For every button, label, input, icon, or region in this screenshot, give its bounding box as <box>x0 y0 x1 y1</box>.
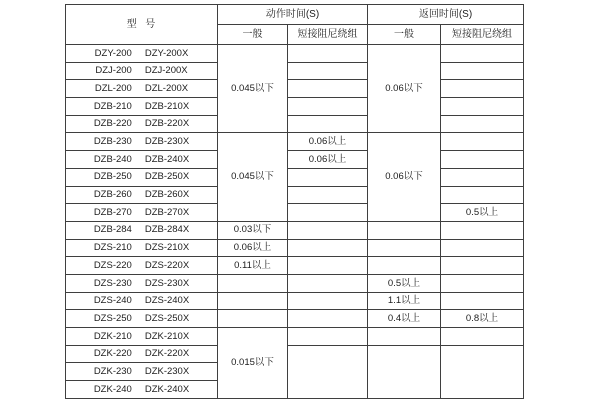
table-row <box>66 45 524 63</box>
action-general-cell <box>218 292 288 310</box>
return-damping-cell <box>441 151 524 169</box>
model-variant: DZB-284X <box>144 224 190 236</box>
table-row <box>66 328 524 346</box>
model-variant: DZY-200X <box>144 47 189 59</box>
action-damping-cell: 0.06以上 <box>288 151 368 169</box>
model-variant: DZK-240X <box>144 383 190 395</box>
model-variant: DZL-200X <box>144 82 189 94</box>
header-row-groups <box>66 5 524 25</box>
table-row <box>66 292 524 310</box>
table-row <box>66 204 524 222</box>
header-action-damping: 短接阻尼绕组 <box>288 25 368 45</box>
action-damping-cell <box>288 239 368 257</box>
model-pair <box>66 332 217 342</box>
action-general-cell <box>218 274 288 292</box>
model-pair <box>66 243 217 253</box>
return-general-cell: 0.4以上 <box>368 310 441 328</box>
return-general-cell: 0.5以上 <box>368 274 441 292</box>
model-cell <box>66 45 218 63</box>
model-pair <box>66 84 217 94</box>
model-variant: DZB-250X <box>144 171 190 183</box>
action-damping-cell <box>288 274 368 292</box>
table-row <box>66 151 524 169</box>
model-variant: DZS-230X <box>144 277 190 289</box>
return-damping-cell <box>441 80 524 98</box>
action-damping-cell <box>288 186 368 204</box>
model-cell <box>66 98 218 116</box>
header-return-general: 一般 <box>368 25 441 45</box>
model-variant: DZB-260X <box>144 189 190 201</box>
table-header <box>66 5 524 45</box>
return-general-cell <box>368 221 441 239</box>
table-row <box>66 257 524 275</box>
action-damping-cell <box>288 80 368 98</box>
model-primary: DZL-200 <box>94 82 132 94</box>
return-general-cell: 0.06以下 <box>368 45 441 133</box>
action-damping-cell <box>288 204 368 222</box>
model-variant: DZK-220X <box>144 348 190 360</box>
table-row <box>66 239 524 257</box>
model-variant: DZS-240X <box>144 295 190 307</box>
table-body <box>66 45 524 399</box>
model-cell <box>66 239 218 257</box>
action-general-cell <box>218 310 288 328</box>
model-cell <box>66 221 218 239</box>
return-damping-cell <box>441 328 524 346</box>
action-damping-cell <box>288 115 368 133</box>
model-variant: DZS-220X <box>144 259 190 271</box>
spec-table-container <box>65 4 524 399</box>
model-variant: DZK-230X <box>144 365 190 377</box>
model-primary: DZB-260 <box>93 189 132 201</box>
model-cell <box>66 257 218 275</box>
table-row <box>66 80 524 98</box>
table-row <box>66 221 524 239</box>
model-pair <box>66 172 217 182</box>
model-primary: DZS-240 <box>93 295 132 307</box>
return-damping-cell <box>441 168 524 186</box>
model-variant: DZJ-200X <box>144 65 188 77</box>
action-damping-cell <box>288 345 368 398</box>
model-pair <box>66 102 217 112</box>
model-cell <box>66 381 218 399</box>
model-cell <box>66 363 218 381</box>
action-general-cell: 0.015以下 <box>218 328 288 399</box>
action-general-cell: 0.06以上 <box>218 239 288 257</box>
model-cell <box>66 80 218 98</box>
return-damping-cell <box>441 292 524 310</box>
model-primary: DZS-220 <box>93 259 132 271</box>
table-row <box>66 133 524 151</box>
return-damping-cell <box>441 98 524 116</box>
table-row <box>66 115 524 133</box>
model-cell <box>66 186 218 204</box>
return-damping-cell <box>441 345 524 398</box>
model-pair <box>66 367 217 377</box>
action-general-cell: 0.045以下 <box>218 133 288 221</box>
model-primary: DZB-220 <box>93 118 132 130</box>
model-cell <box>66 62 218 80</box>
model-cell <box>66 292 218 310</box>
action-general-cell: 0.045以下 <box>218 45 288 133</box>
model-primary: DZB-270 <box>93 206 132 218</box>
model-pair <box>66 49 217 59</box>
model-primary: DZK-230 <box>93 365 132 377</box>
action-damping-cell <box>288 62 368 80</box>
model-primary: DZB-210 <box>93 100 132 112</box>
return-damping-cell: 0.5以上 <box>441 204 524 222</box>
model-primary: DZK-220 <box>93 348 132 360</box>
model-pair <box>66 296 217 306</box>
table-row <box>66 310 524 328</box>
relay-spec-table <box>65 4 524 399</box>
action-general-cell: 0.11以上 <box>218 257 288 275</box>
model-cell <box>66 204 218 222</box>
model-pair <box>66 385 217 395</box>
action-damping-cell <box>288 98 368 116</box>
header-return-time: 返回时间(S) <box>368 5 524 25</box>
return-general-cell: 0.06以下 <box>368 133 441 221</box>
model-pair <box>66 119 217 129</box>
model-variant: DZS-210X <box>144 242 190 254</box>
return-general-cell: 1.1以上 <box>368 292 441 310</box>
model-variant: DZK-210X <box>144 330 190 342</box>
model-pair <box>66 314 217 324</box>
header-action-time: 动作时间(S) <box>218 5 368 25</box>
return-damping-cell <box>441 115 524 133</box>
return-damping-cell <box>441 257 524 275</box>
model-pair <box>66 137 217 147</box>
model-cell <box>66 168 218 186</box>
model-pair <box>66 349 217 359</box>
model-primary: DZK-210 <box>93 330 132 342</box>
action-damping-cell <box>288 257 368 275</box>
model-primary: DZS-210 <box>93 242 132 254</box>
model-cell <box>66 328 218 346</box>
table-row <box>66 274 524 292</box>
model-cell <box>66 133 218 151</box>
model-cell <box>66 274 218 292</box>
model-primary: DZB-284 <box>93 224 132 236</box>
model-pair <box>66 155 217 165</box>
return-damping-cell <box>441 274 524 292</box>
action-damping-cell <box>288 221 368 239</box>
model-pair <box>66 66 217 76</box>
action-damping-cell: 0.06以上 <box>288 133 368 151</box>
action-general-cell: 0.03以下 <box>218 221 288 239</box>
model-cell <box>66 115 218 133</box>
model-pair <box>66 279 217 289</box>
model-primary: DZJ-200 <box>95 65 132 77</box>
return-damping-cell <box>441 62 524 80</box>
return-general-cell <box>368 345 441 398</box>
model-pair <box>66 261 217 271</box>
return-general-cell <box>368 239 441 257</box>
table-row <box>66 345 524 363</box>
action-damping-cell <box>288 310 368 328</box>
model-primary: DZS-230 <box>93 277 132 289</box>
model-primary: DZB-240 <box>93 153 132 165</box>
model-variant: DZB-220X <box>144 118 190 130</box>
model-pair <box>66 208 217 218</box>
model-cell <box>66 151 218 169</box>
return-damping-cell <box>441 239 524 257</box>
action-damping-cell <box>288 168 368 186</box>
model-pair <box>66 225 217 235</box>
return-damping-cell <box>441 133 524 151</box>
return-general-cell <box>368 328 441 346</box>
header-model: 型 号 <box>66 5 218 45</box>
model-cell <box>66 345 218 363</box>
model-primary: DZB-230 <box>93 136 132 148</box>
model-cell <box>66 310 218 328</box>
header-action-general: 一般 <box>218 25 288 45</box>
action-damping-cell <box>288 328 368 346</box>
model-variant: DZB-240X <box>144 153 190 165</box>
model-primary: DZY-200 <box>94 47 132 59</box>
model-primary: DZK-240 <box>93 383 132 395</box>
model-primary: DZB-250 <box>93 171 132 183</box>
model-variant: DZB-230X <box>144 136 190 148</box>
model-variant: DZB-270X <box>144 206 190 218</box>
model-primary: DZS-250 <box>93 312 132 324</box>
model-variant: DZS-250X <box>144 312 190 324</box>
header-return-damping: 短接阻尼绕组 <box>441 25 524 45</box>
return-damping-cell <box>441 186 524 204</box>
table-row <box>66 62 524 80</box>
action-damping-cell <box>288 292 368 310</box>
return-damping-cell: 0.8以上 <box>441 310 524 328</box>
table-row <box>66 98 524 116</box>
return-general-cell <box>368 257 441 275</box>
table-row <box>66 186 524 204</box>
model-pair <box>66 190 217 200</box>
return-damping-cell <box>441 45 524 63</box>
return-damping-cell <box>441 221 524 239</box>
table-row <box>66 168 524 186</box>
action-damping-cell <box>288 45 368 63</box>
model-variant: DZB-210X <box>144 100 190 112</box>
